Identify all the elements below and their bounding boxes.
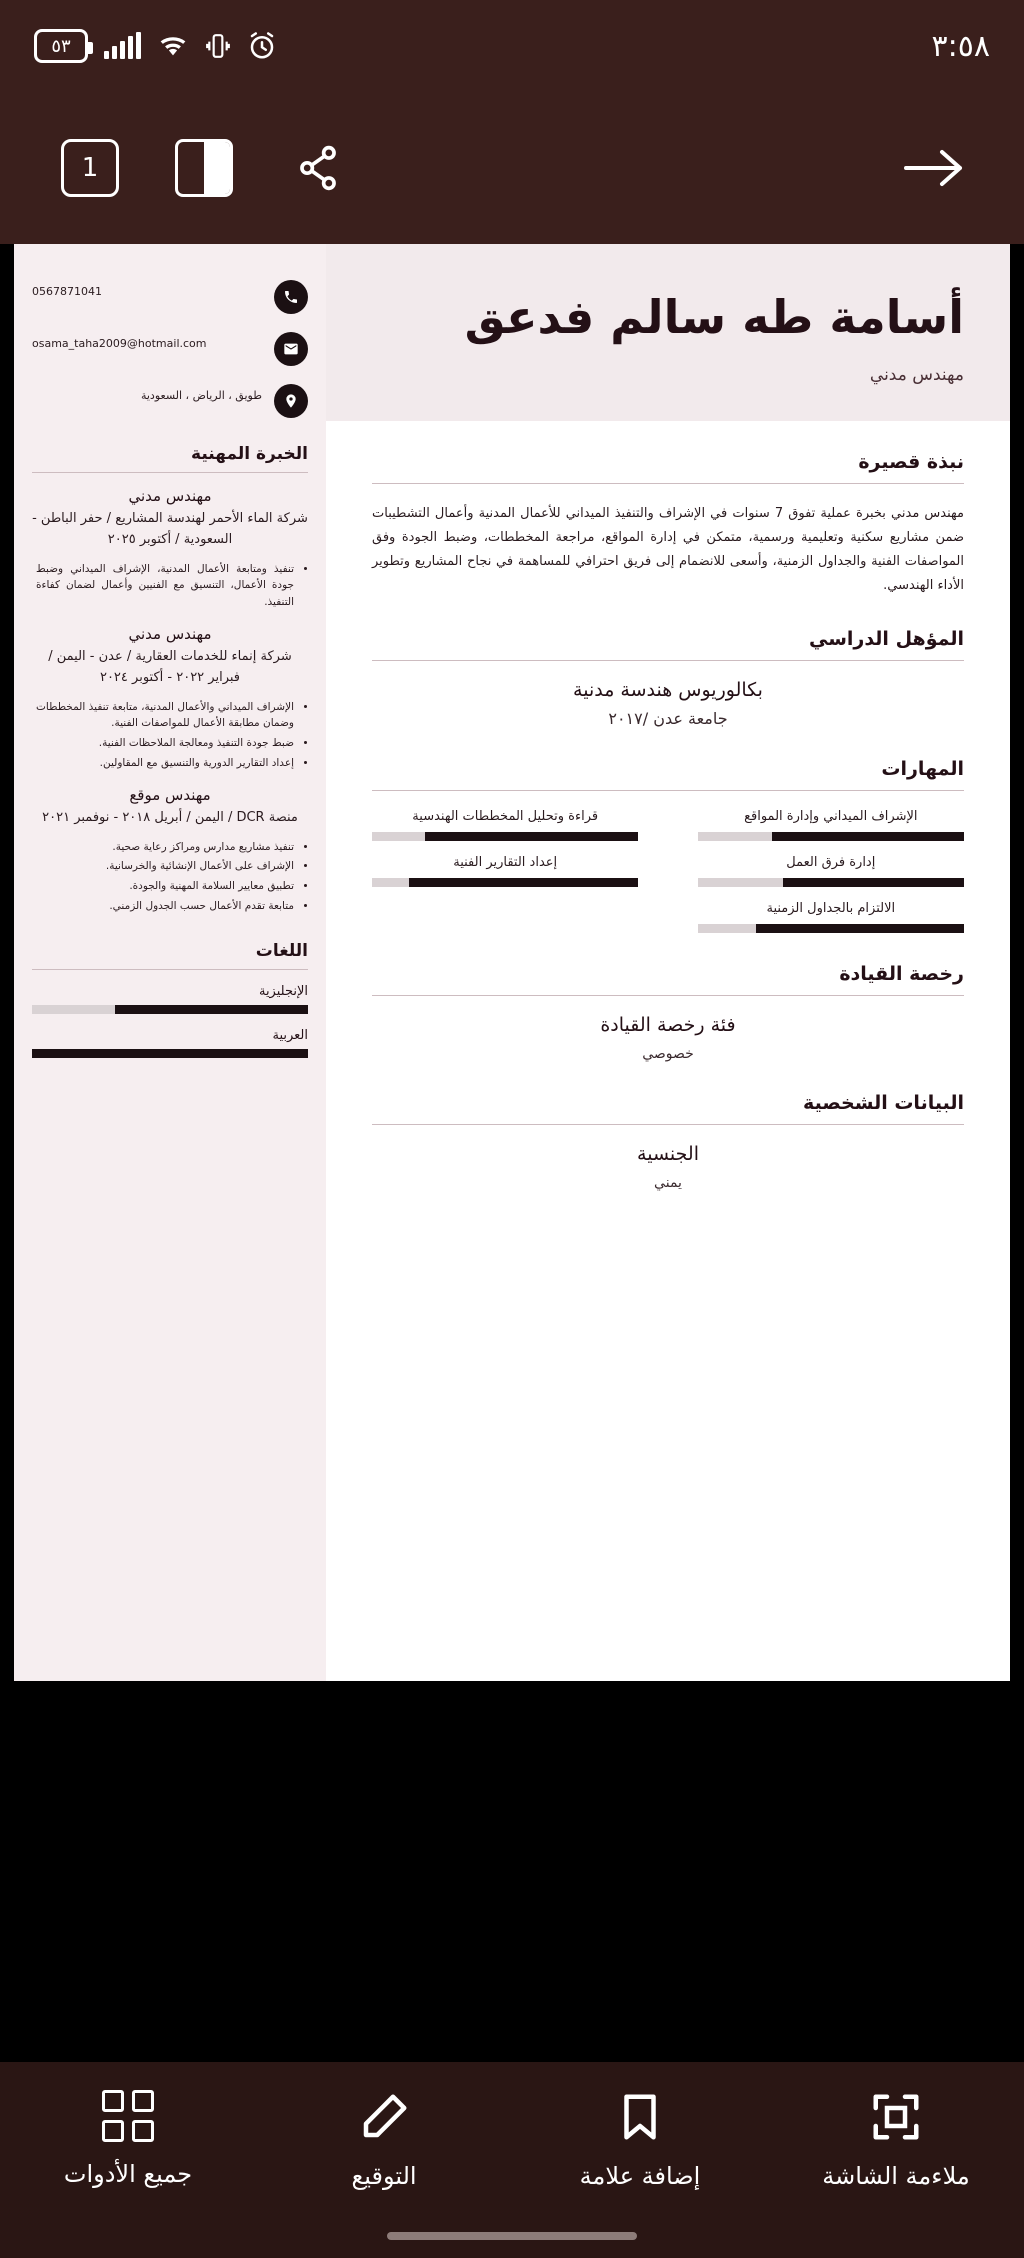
nav-label: إضافة علامة xyxy=(579,2162,701,2190)
experience-item xyxy=(32,487,308,611)
experience-item xyxy=(32,786,308,915)
split-view-button[interactable] xyxy=(160,124,248,212)
grid-apps-icon xyxy=(102,2090,154,2142)
experience-title: الخبرة المهنية xyxy=(191,444,308,464)
section-personal xyxy=(326,1092,1010,1191)
skill-item xyxy=(698,901,964,933)
skill-bar xyxy=(698,832,964,841)
alarm-icon xyxy=(247,31,277,61)
page-number-text: 1 xyxy=(81,153,99,183)
candidate-name: أسامة طه سالم فدعق xyxy=(464,290,964,344)
job-bullet: • الإشراف الميداني والأعمال المدنية، متابعة تنفيذ المخططات وضمان مطابقة الأعمال للمواصفات الفنية. xyxy=(36,699,294,733)
job-bullet: • إعداد التقارير الدورية والتنسيق مع المقاولين. xyxy=(36,755,294,772)
skill-label: إعداد التقارير الفنية xyxy=(453,854,558,870)
page-count-button[interactable] xyxy=(46,124,134,212)
nav-label: جميع الأدوات xyxy=(63,2160,193,2188)
section-education xyxy=(326,628,1010,728)
cv-main-column xyxy=(326,244,1010,1681)
section-license xyxy=(326,963,1010,1062)
job-bullet: • ضبط جودة التنفيذ ومعالجة الملاحظات الفنية. xyxy=(36,735,294,752)
nationality-label: الجنسية xyxy=(637,1142,699,1165)
education-institute: جامعة عدن /٢٠١٧ xyxy=(608,708,728,728)
experience-item xyxy=(32,625,308,772)
cv-side-column xyxy=(14,244,326,1681)
email-text: osama_taha2009@hotmail.com xyxy=(32,337,207,350)
phone-icon xyxy=(274,280,308,314)
signal-bars-icon xyxy=(104,33,141,59)
skills-list xyxy=(372,809,964,933)
language-label: العربية xyxy=(272,1027,308,1043)
job-bullet: • متابعة تقدم الأعمال حسب الجدول الزمني. xyxy=(36,898,294,915)
divider xyxy=(32,969,308,970)
job-bullet: • تنفيذ ومتابعة الأعمال المدنية، الإشراف الميداني وضبط جودة الأعمال، التنسيق مع الفنيين وأعمال لضمان كفاءة التنفيذ. xyxy=(36,561,294,611)
job-org: شركة الماء الأحمر لهندسة المشاريع / حفر الباطن - السعودية / أكتوبر ٢٠٢٥ xyxy=(32,511,308,547)
phone-text: 0567871041 xyxy=(32,285,102,298)
battery-icon xyxy=(34,29,88,63)
fit-screen-icon xyxy=(869,2090,923,2144)
nav-item-add-bookmark[interactable] xyxy=(512,2090,768,2190)
nav-item-fit-screen[interactable] xyxy=(768,2090,1024,2190)
bookmark-icon xyxy=(613,2090,667,2144)
divider xyxy=(372,995,964,996)
skill-item xyxy=(372,855,638,887)
arrow-right-icon xyxy=(902,145,966,191)
pdf-page[interactable] xyxy=(14,244,1010,1681)
vibrate-icon xyxy=(205,31,231,61)
status-clock xyxy=(932,29,990,64)
job-title: مهندس موقع xyxy=(129,785,211,804)
address-text: طويق ، الرياض ، السعودية xyxy=(140,389,262,402)
home-indicator[interactable] xyxy=(387,2232,637,2240)
language-bar xyxy=(32,1005,308,1014)
skill-bar xyxy=(698,878,964,887)
education-degree: بكالوريوس هندسة مدنية xyxy=(573,678,763,701)
summary-text: مهندس مدني بخبرة عملية تفوق 7 سنوات في الإشراف والتنفيذ الميداني للأعمال المدنية وأعمال التشطيبات ضمن مشاريع سكنية وتعليمية ورسمية، متمكن في إدارة المواقع، مراجعة المخططات، وضبط الجودة وفق المواصفات الفنية والجداول الزمنية، وأسعى للانضمام إلى فريق احترافي للمساهمة في نجاح المشاريع وتطوير الأداء الهندسي. xyxy=(372,505,964,593)
job-bullet: • تطبيق معايير السلامة المهنية والجودة. xyxy=(36,878,294,895)
nav-item-signature[interactable] xyxy=(256,2090,512,2190)
language-bar xyxy=(32,1049,308,1058)
personal-title: البيانات الشخصية xyxy=(803,1091,964,1114)
job-bullets xyxy=(36,561,294,611)
job-org: شركة إنماء للخدمات العقارية / عدن - اليمن / فبراير ٢٠٢٢ - أكتوبر ٢٠٢٤ xyxy=(48,648,292,685)
status-bar xyxy=(0,0,1024,92)
nav-item-all-tools[interactable] xyxy=(0,2090,256,2188)
language-item xyxy=(32,984,308,1014)
skills-title: المهارات xyxy=(881,757,964,780)
contact-row xyxy=(32,384,308,418)
skill-item xyxy=(372,809,638,841)
job-bullet: • تنفيذ مشاريع مدارس ومراكز رعاية صحية. xyxy=(36,839,294,856)
skill-label: إدارة فرق العمل xyxy=(786,854,876,870)
pen-icon xyxy=(357,2090,411,2144)
skill-bar xyxy=(372,832,638,841)
license-label: فئة رخصة القيادة xyxy=(600,1013,736,1036)
section-skills xyxy=(326,758,1010,933)
divider xyxy=(372,660,964,661)
skill-item xyxy=(698,809,964,841)
wifi-icon xyxy=(157,32,189,60)
language-label: الإنجليزية xyxy=(258,983,308,999)
split-view-icon xyxy=(175,139,233,197)
share-nodes-icon xyxy=(292,142,344,194)
skill-label: الإشراف الميداني وإدارة المواقع xyxy=(744,808,918,824)
status-icons xyxy=(34,29,277,63)
contact-block xyxy=(14,244,326,418)
divider xyxy=(32,472,308,473)
nav-label: التوقيع xyxy=(351,2162,417,2190)
location-pin-icon xyxy=(274,384,308,418)
skill-bar xyxy=(698,924,964,933)
job-bullets xyxy=(36,699,294,772)
education-title: المؤهل الدراسي xyxy=(808,627,964,650)
skill-item xyxy=(698,855,964,887)
bottom-toolbar xyxy=(0,2062,1024,2258)
cv-header xyxy=(326,244,1010,421)
share-nodes-button[interactable] xyxy=(274,124,362,212)
skill-bar xyxy=(372,878,638,887)
languages-title: اللغات xyxy=(255,940,308,961)
skill-label: الالتزام بالجداول الزمنية xyxy=(766,900,896,916)
nav-label: ملاءمة الشاشة xyxy=(822,2162,970,2190)
license-title: رخصة القيادة xyxy=(839,962,964,985)
nationality-value: يمني xyxy=(654,1174,682,1191)
contact-row xyxy=(32,332,308,366)
clock-text: ٣:٥٨ xyxy=(931,28,990,64)
candidate-role: مهندس مدني xyxy=(869,364,964,385)
top-toolbar xyxy=(0,92,1024,244)
section-experience xyxy=(14,444,326,915)
divider xyxy=(372,1124,964,1125)
license-value: خصوصي xyxy=(642,1045,694,1062)
summary-title: نبذة قصيرة xyxy=(858,450,964,473)
job-org: منصة DCR / اليمن / أبريل ٢٠١٨ - نوفمبر ٢٠٢١ xyxy=(42,809,298,825)
divider xyxy=(372,483,964,484)
section-summary xyxy=(326,451,1010,598)
contact-row xyxy=(32,280,308,314)
job-bullet: • الإشراف على الأعمال الإنشائية والخرسانية. xyxy=(36,858,294,875)
arrow-right-button[interactable] xyxy=(890,124,978,212)
job-bullets xyxy=(36,839,294,915)
job-title: مهندس مدني xyxy=(128,487,212,505)
job-title: مهندس مدني xyxy=(128,624,212,643)
battery-level-text: ٥٣ xyxy=(51,35,71,57)
language-item xyxy=(32,1028,308,1058)
skill-label: قراءة وتحليل المخططات الهندسية xyxy=(412,808,599,824)
section-languages xyxy=(14,941,326,1058)
divider xyxy=(372,790,964,791)
mail-icon xyxy=(274,332,308,366)
